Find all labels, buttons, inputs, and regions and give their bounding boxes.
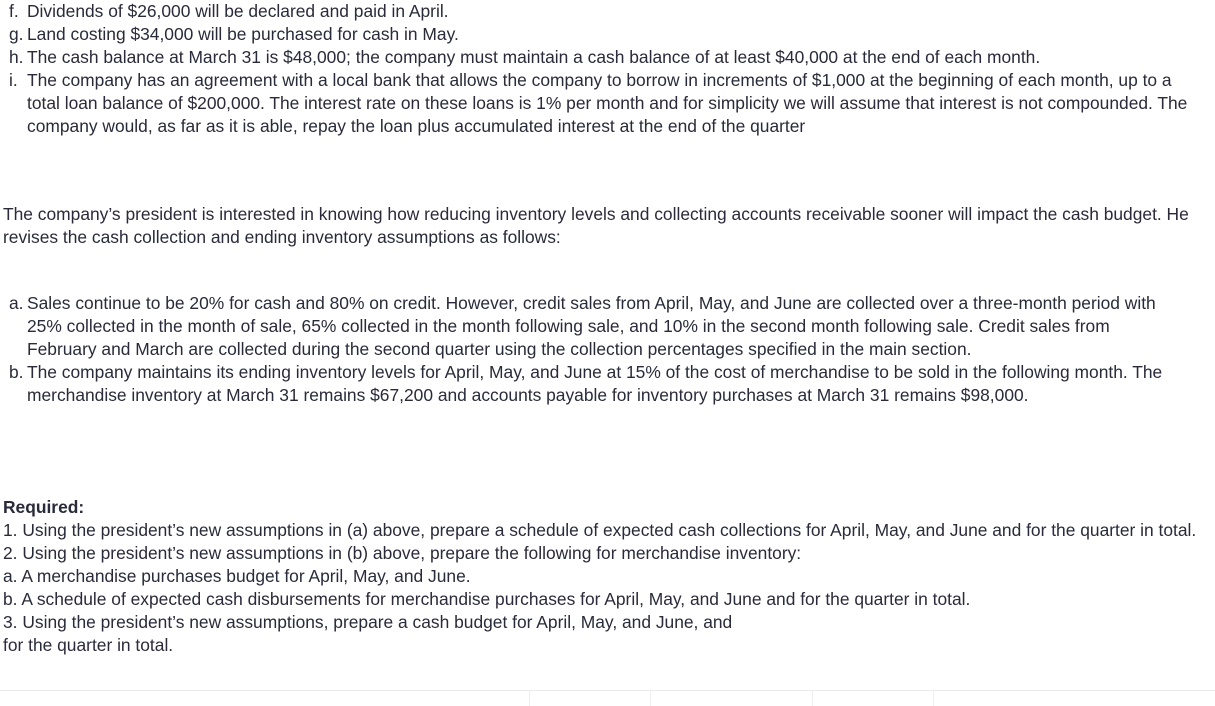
required-line: b. A schedule of expected cash disbursements for merchandise purchases for April, May, and June and for the quarter in total. [3,589,971,609]
required-line: a. A merchandise purchases budget for April, May, and June. [3,566,471,586]
list-marker: a. [9,293,24,313]
required-section [3,496,1198,657]
list-item-text: Land costing $34,000 will be purchased for cash in May. [27,24,459,44]
list-item-text: The company maintains its ending inventory levels for April, May, and June at 15% of the cost of merchandise to be sold in the following month. The merchandise inventory at March 31 remains $67,200 and accounts payable for inventory purchases at March 31 remains $98,000. [27,362,1163,405]
list-marker: h. [9,47,24,67]
table-top-border [0,690,1215,691]
table-column-divider [529,691,530,706]
list-item [9,23,1189,46]
list-item-text: The company has an agreement with a local bank that allows the company to borrow in increments of $1,000 at the beginning of each month, up to a total loan balance of $200,000. The interest rate on these loans is 1% per month and for simplicity we will assume that interest is not compounded. The company would, as far as it is able, repay the loan plus accumulated interest at the end of the quarter [27,70,1188,136]
list-item-text: Sales continue to be 20% for cash and 80% on credit. However, credit sales from April, May, and June are collected over a three-month period with 25% collected in the month of sale, 65% collected in the month following sale, and 10% in the second month following sale. Credit sales from February and March are collected during the second quarter using the collection percentages specified in the main section. [27,293,1156,359]
problem-assumptions-list [9,0,1189,138]
list-item [9,0,1189,23]
required-line: 1. Using the president’s new assumptions in (a) above, prepare a schedule of expected cash collections for April, May, and June and for the quarter in total. [3,520,1197,540]
list-marker: i. [9,70,18,90]
required-line: 3. Using the president’s new assumptions, prepare a cash budget for April, May, and June, and [3,612,733,632]
list-item-text: The cash balance at March 31 is $48,000; the company must maintain a cash balance of at least $40,000 at the end of each month. [27,47,1041,67]
list-marker: f. [9,1,19,21]
list-item-text: Dividends of $26,000 will be declared and paid in April. [27,1,449,21]
required-line: 2. Using the president’s new assumptions in (b) above, prepare the following for merchandise inventory: [3,543,802,563]
list-marker: g. [9,24,24,44]
revised-assumptions-list [9,292,1184,407]
table-column-divider [812,691,813,706]
required-heading: Required: [3,497,85,517]
required-line: for the quarter in total. [3,635,174,655]
table-column-divider [933,691,934,706]
president-paragraph: The company’s president is interested in knowing how reducing inventory levels and collecting accounts receivable sooner will impact the cash budget. He revises the cash collection and ending inventory assumptions as follows: [3,204,1189,247]
list-item [9,69,1189,138]
list-item [9,46,1189,69]
table-column-divider [650,691,651,706]
list-marker: b. [9,362,24,382]
list-item [9,361,1184,407]
list-item [9,292,1184,361]
